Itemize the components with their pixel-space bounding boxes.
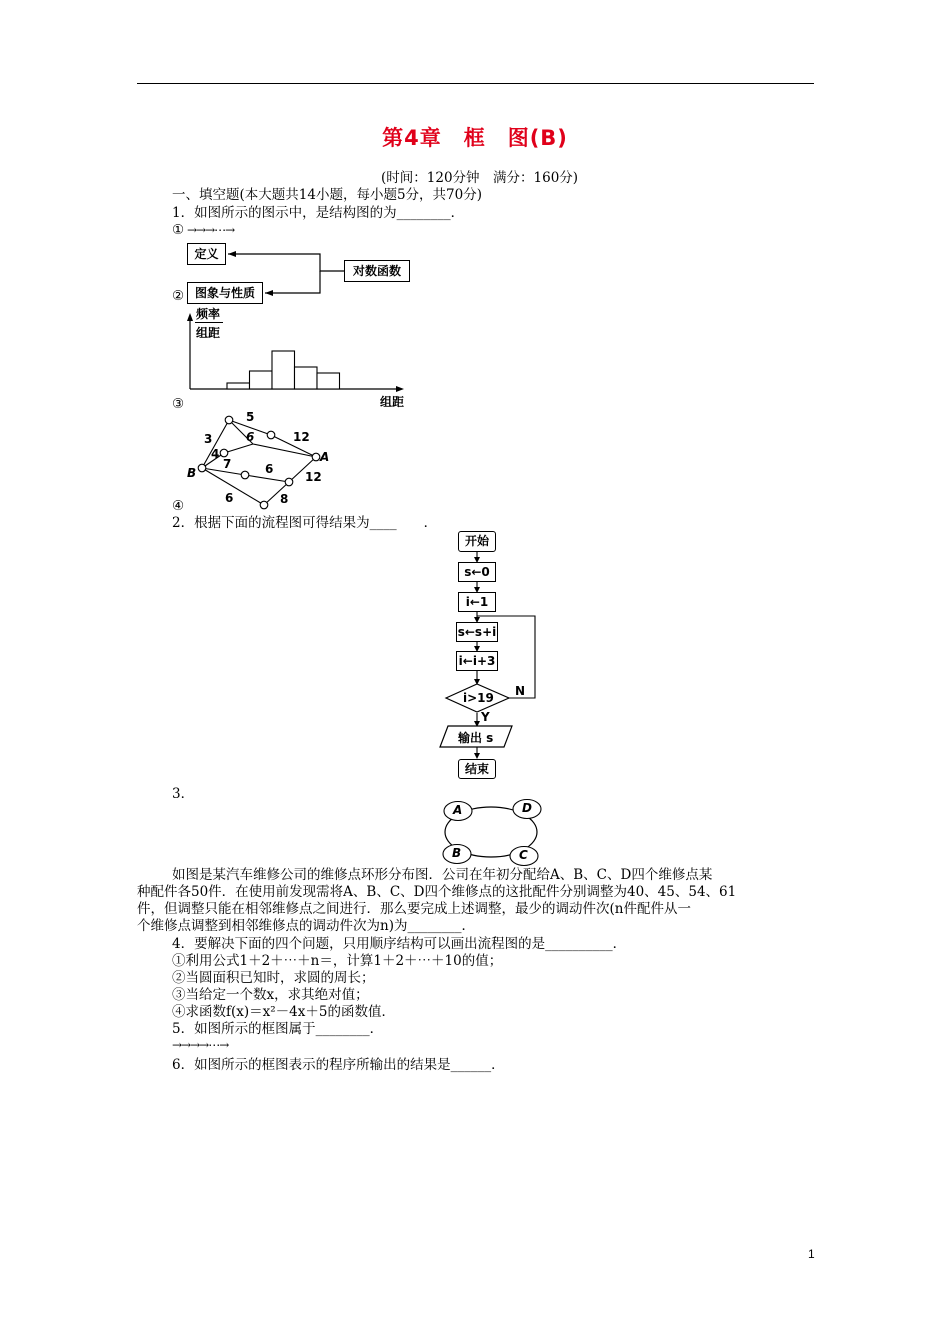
- flow-i-init: i←1: [458, 592, 496, 612]
- flow-no-label: N: [515, 684, 526, 698]
- page-title: 第4章 框 图(B): [382, 126, 568, 150]
- q1-option-3-marker: ③: [172, 396, 185, 412]
- q1-option-4-marker: ④: [172, 498, 185, 514]
- fig4-label: A: [320, 450, 330, 464]
- question-2: 2．根据下面的流程图可得结果为____ ．: [172, 515, 438, 531]
- q1-option-1-arrows: →→→⋯→: [187, 223, 235, 237]
- flow-start: 开始: [458, 531, 496, 552]
- q3-node-d: D: [522, 801, 532, 815]
- fig4-label: 6: [265, 462, 274, 476]
- fig3-ylabel-top: 频率: [196, 307, 221, 321]
- fig4-label: 8: [280, 492, 289, 506]
- q4-option-4: ④求函数f(x)＝x²－4x＋5的函数值．: [172, 1004, 395, 1020]
- fig3-ylabel-bottom: 组距: [196, 326, 221, 340]
- flow-s-init: s←0: [458, 562, 496, 582]
- flow-s-update: s←s+i: [456, 622, 498, 642]
- q3-paragraph-line-4: 个维修点调整到相邻维修点的调动件次为n)为________．: [137, 918, 475, 934]
- q3-node-a: A: [453, 803, 463, 817]
- page-number: 1: [808, 1247, 815, 1261]
- exam-meta: (时间：120分钟 满分：160分): [381, 170, 579, 186]
- flow-condition: i>19: [463, 691, 494, 705]
- fig4-label: 12: [305, 470, 322, 484]
- question-1: 1．如图所示的图示中，是结构图的为________．: [172, 205, 465, 221]
- fig4-label: 3: [204, 432, 213, 446]
- fig4-label: 4: [211, 447, 220, 461]
- fig3-xlabel: 组距: [380, 395, 405, 409]
- fig4-label: B: [187, 466, 197, 480]
- q3-paragraph-line-2: 种配件各50件．在使用前发现需将A、B、C、D四个维修点的这批配件分别调整为40、45、54、61: [137, 884, 737, 900]
- question-3-number: 3．: [172, 786, 195, 802]
- fig4-label: 12: [293, 430, 310, 444]
- flow-i-update: i←i+3: [456, 651, 498, 671]
- q1-option-2-marker: ②: [172, 288, 185, 304]
- q4-option-3: ③当给定一个数x，求其绝对值；: [172, 987, 369, 1003]
- q5-arrow-chain: →→→→⋯→: [172, 1038, 229, 1052]
- q4-option-1: ①利用公式1＋2＋⋯＋n＝，计算1＋2＋⋯＋10的值；: [172, 953, 503, 969]
- q3-node-c: C: [519, 848, 528, 862]
- fig4-label: 5: [246, 410, 255, 424]
- question-6: 6．如图所示的框图表示的程序所输出的结果是______．: [172, 1057, 505, 1073]
- q3-node-b: B: [452, 846, 462, 860]
- question-4: 4．要解决下面的四个问题，只用顺序结构可以画出流程图的是__________．: [172, 936, 627, 952]
- fig2-graph-property-box: 图象与性质: [187, 282, 263, 304]
- flow-output: 输出 s: [458, 731, 494, 745]
- fig4-label: 7: [223, 457, 232, 471]
- q3-paragraph-line-3: 件，但调整只能在相邻维修点之间进行．那么要完成上述调整，最少的调动件次(n件配件从一: [137, 901, 691, 917]
- q1-option-1-marker: ①: [172, 222, 185, 238]
- fig4-label: 6: [225, 491, 234, 505]
- q4-option-2: ②当圆面积已知时，求圆的周长；: [172, 970, 375, 986]
- q3-paragraph-line-1: 如图是某汽车维修公司的维修点环形分布图．公司在年初分配给A、B、C、D四个维修点某: [172, 867, 713, 883]
- fig2-definition-box: 定义: [187, 243, 226, 265]
- question-5: 5．如图所示的框图属于________．: [172, 1021, 384, 1037]
- section-heading: 一、填空题(本大题共14小题，每小题5分，共70分): [172, 187, 482, 203]
- fig4-label: 6: [246, 430, 255, 444]
- fig2-log-function-box: 对数函数: [344, 260, 410, 282]
- flow-end: 结束: [458, 759, 496, 779]
- flow-yes-label: Y: [481, 710, 490, 724]
